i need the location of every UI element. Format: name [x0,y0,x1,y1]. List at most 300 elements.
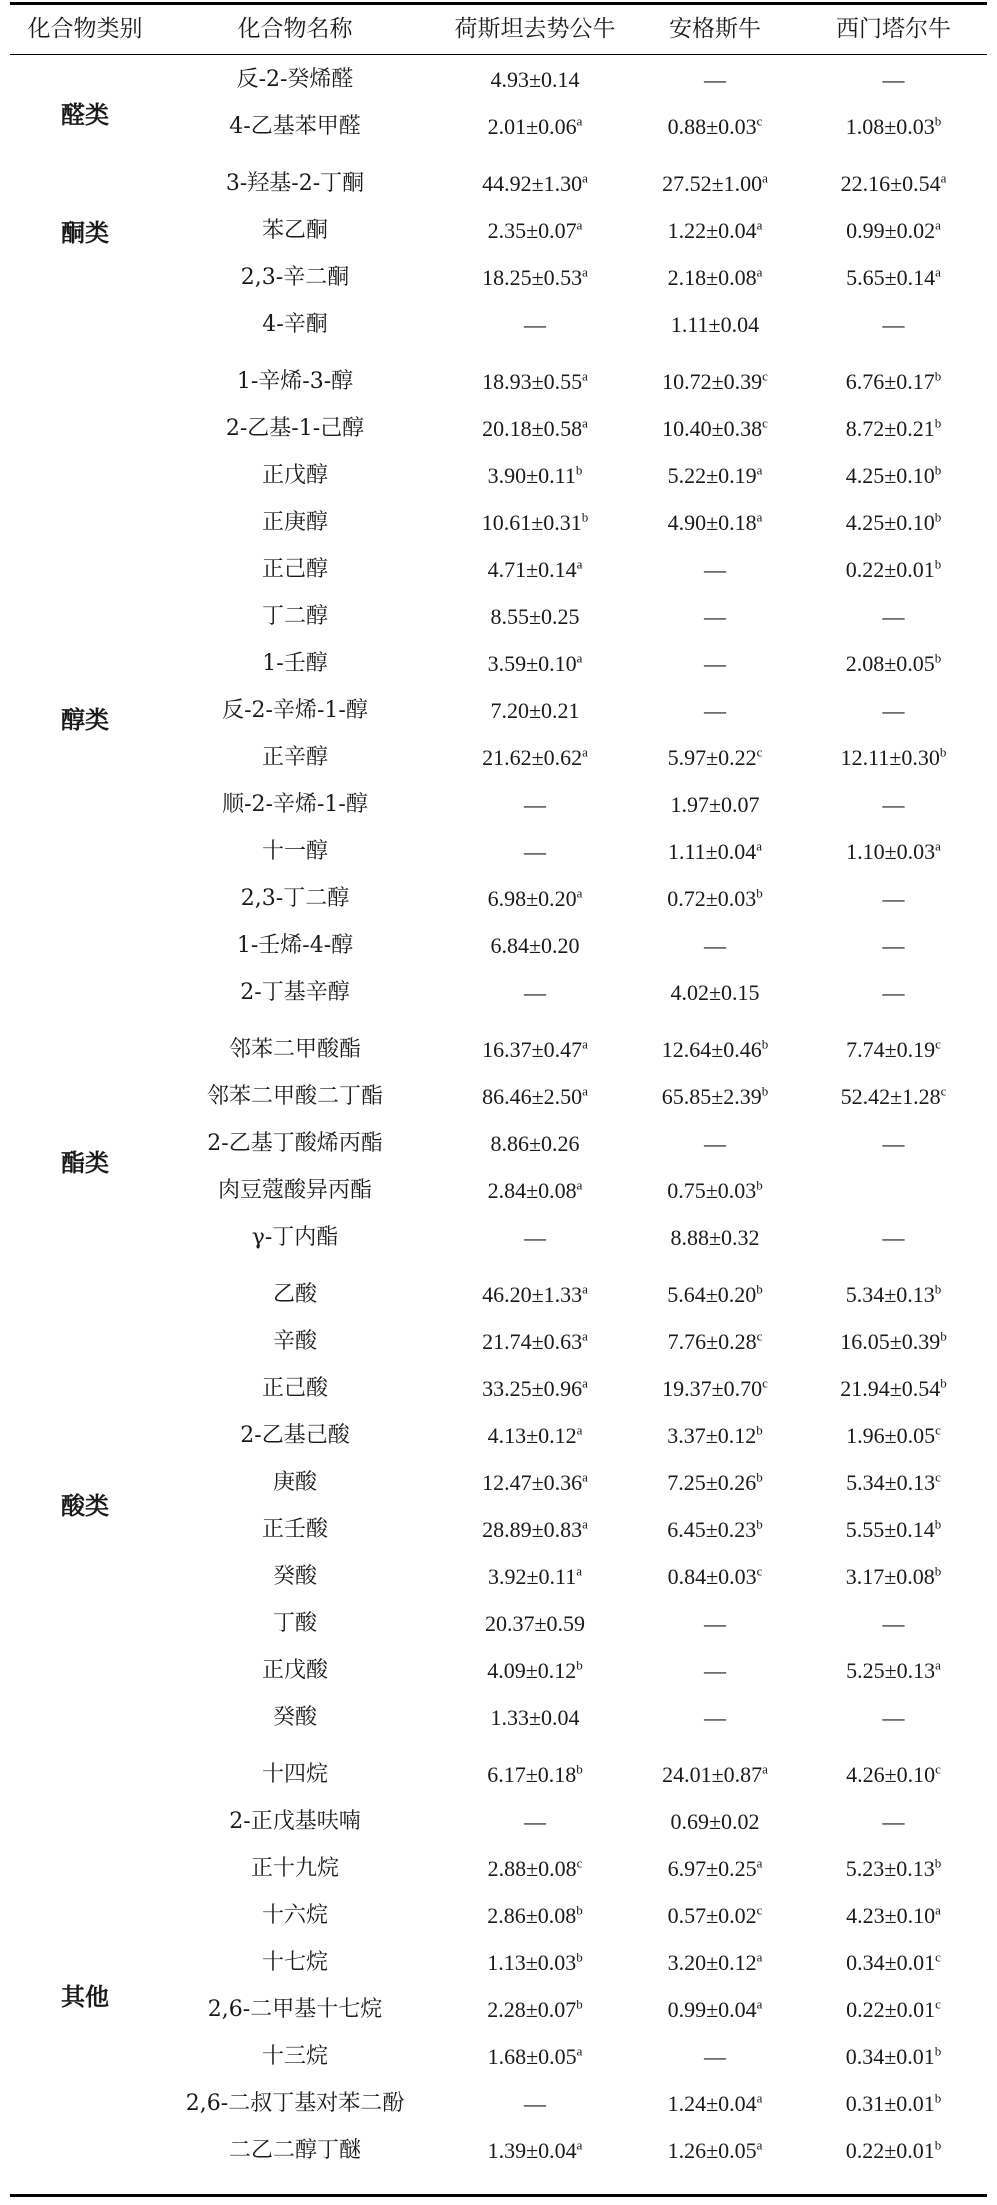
significance-letter: a [756,1996,763,2012]
significance-letter: a [582,1516,588,1532]
table-row [10,593,987,640]
value-text: 5.23±0.13 [845,1856,935,1881]
value-text: 16.37±0.47 [482,1037,583,1062]
value-text: 2.08±0.05 [845,651,935,676]
angus-value-cell [620,969,810,1016]
significance-letter: a [576,113,583,129]
significance-letter: a [576,217,583,233]
value-text: 0.22±0.01 [845,557,935,582]
value-text: 1.11±0.04 [670,312,760,337]
value-text: — [882,1131,905,1156]
simmental-value-cell [800,405,987,452]
significance-letter: b [934,415,942,431]
value-text: 1.11±0.04 [667,839,757,864]
value-text: 0.88±0.03 [667,114,757,139]
simmental-value-cell [800,1026,987,1073]
simmental-value-cell [800,2033,987,2080]
significance-letter: b [934,2090,942,2106]
significance-letter: a [582,1281,588,1297]
significance-letter: a [756,217,763,233]
simmental-value-cell [800,499,987,546]
value-text: 10.72±0.39 [662,369,763,394]
significance-letter: b [940,1375,947,1391]
value-text: 7.76±0.28 [667,1329,757,1354]
simmental-value-cell [800,207,987,254]
significance-letter: b [934,1281,942,1297]
angus-value-cell [620,358,810,405]
significance-letter: a [762,1761,768,1777]
table-bottom-rule [10,2194,987,2197]
significance-letter: a [935,1902,941,1918]
value-text: 5.65±0.14 [846,265,936,290]
value-text: 8.86±0.26 [490,1131,580,1156]
value-text: 24.01±0.87 [662,1762,763,1787]
significance-letter: b [756,1422,763,1438]
simmental-value-cell [800,1845,987,1892]
value-text: 21.94±0.54 [840,1376,941,1401]
significance-letter: a [582,1469,588,1485]
value-text: 86.46±2.50 [482,1084,583,1109]
significance-letter: a [756,509,763,525]
table-header [10,5,987,53]
table-row [10,1694,987,1741]
value-text: 0.22±0.01 [846,1997,936,2022]
value-text: 1.39±0.04 [487,2138,577,2163]
value-text: 6.84±0.20 [490,933,580,958]
significance-letter: a [576,2043,583,2059]
significance-letter: b [934,2043,942,2059]
angus-value-cell [620,1751,810,1798]
angus-value-cell [620,1120,810,1167]
table-row [10,828,987,875]
significance-letter: a [576,556,583,572]
value-text: 12.11±0.30 [840,745,940,770]
table-row [10,2127,987,2174]
value-text: 7.25±0.26 [667,1470,757,1495]
simmental-value-cell [800,1167,987,1214]
compound-name-cell: 邻苯二甲酸二丁酯 [206,1084,383,1109]
significance-letter: b [756,1281,763,1297]
compound-name-cell: 正己酸 [261,1376,328,1401]
simmental-value-cell [800,1986,987,2033]
significance-letter: a [576,1422,583,1438]
value-text: 5.55±0.14 [845,1517,935,1542]
simmental-value-cell [800,103,987,150]
simmental-value-cell [800,1694,987,1741]
significance-letter: b [576,1949,583,1965]
value-text: 0.34±0.01 [845,2044,935,2069]
value-text: 3.17±0.08 [845,1564,935,1589]
significance-letter: a [582,264,588,280]
angus-value-cell [620,1694,810,1741]
simmental-value-cell [800,1600,987,1647]
significance-letter: a [582,1083,588,1099]
significance-letter: a [576,1563,583,1579]
simmental-value-cell [800,1751,987,1798]
simmental-value-cell [800,1892,987,1939]
angus-value-cell [620,405,810,452]
compound-name-cell: γ-丁内酯 [251,1225,339,1250]
value-text: 4.13±0.12 [487,1423,577,1448]
angus-value-cell [620,56,810,103]
angus-value-cell [620,1506,810,1553]
significance-letter: a [582,170,588,186]
simmental-value-cell [800,1798,987,1845]
table-row [10,301,987,348]
compound-name-cell: 十七烷 [261,1950,328,1975]
angus-value-cell [620,734,810,781]
angus-value-cell [620,160,810,207]
compound-name-cell: 2,3-丁二醇 [240,886,350,911]
header-simmental: 西门塔尔牛 [836,16,951,42]
compound-name-cell: 4-乙基苯甲醛 [229,114,361,139]
angus-value-cell [620,452,810,499]
significance-letter: a [576,885,583,901]
compound-name-cell: 2-丁基辛醇 [240,980,350,1005]
significance-letter: a [576,650,583,666]
table-header-rule [10,54,987,55]
value-text: — [882,67,905,92]
significance-letter: b [581,509,589,525]
table-row [10,160,987,207]
value-text: 4.25±0.10 [845,463,935,488]
compound-name-cell: 正戊醇 [261,463,328,488]
angus-value-cell [620,1365,810,1412]
value-text: — [882,1611,905,1636]
table-row [10,1459,987,1506]
table-row [10,1318,987,1365]
table-row [10,1845,987,1892]
value-text: 1.22±0.04 [667,218,757,243]
compound-name-cell: 肉豆蔻酸异丙酯 [217,1178,372,1203]
table-row [10,1026,987,1073]
value-text: 21.74±0.63 [482,1329,583,1354]
simmental-value-cell [800,593,987,640]
value-text: 33.25±0.96 [482,1376,583,1401]
value-text: 0.84±0.03 [667,1564,757,1589]
angus-value-cell [620,1892,810,1939]
significance-letter: b [934,368,942,384]
angus-value-cell [620,1600,810,1647]
angus-value-cell [620,301,810,348]
value-text: 1.08±0.03 [845,114,935,139]
value-text: 10.61±0.31 [481,510,582,535]
simmental-value-cell [800,1553,987,1600]
compound-name-cell: 1-辛烯-3-醇 [236,369,354,394]
value-text: 3.20±0.12 [667,1950,757,1975]
table-row [10,1647,987,1694]
significance-letter: b [934,1855,942,1871]
significance-letter: a [935,217,941,233]
simmental-value-cell [800,1120,987,1167]
value-text: 4.25±0.10 [845,510,935,535]
significance-letter: c [935,1761,941,1777]
simmental-value-cell [800,781,987,828]
table-row [10,875,987,922]
significance-letter: c [762,1375,768,1391]
value-text: — [524,792,546,817]
simmental-value-cell [800,160,987,207]
value-text: 19.37±0.70 [662,1376,763,1401]
table-row [10,734,987,781]
simmental-value-cell [800,2080,987,2127]
compound-name-cell: 苯乙酮 [261,218,328,243]
compound-name-cell: 4-辛酮 [262,312,328,337]
table-row [10,1506,987,1553]
significance-letter: a [935,838,941,854]
significance-letter: a [940,170,947,186]
compound-name-cell: 2-乙基丁酸烯丙酯 [207,1131,383,1156]
significance-letter: a [756,462,763,478]
significance-letter: c [935,1036,941,1052]
simmental-value-cell [800,358,987,405]
simmental-value-cell [800,1214,987,1261]
value-text: — [704,67,726,92]
value-text: 20.18±0.58 [482,416,583,441]
value-text: — [882,604,905,629]
simmental-value-cell [800,875,987,922]
value-text: 22.16±0.54 [840,171,941,196]
angus-value-cell [620,875,810,922]
value-text: 6.45±0.23 [667,1517,757,1542]
significance-letter: a [576,1177,583,1193]
category-label-acids: 酸类 [61,1491,109,1520]
value-text: — [524,312,546,337]
angus-value-cell [620,1214,810,1261]
significance-letter: a [756,2137,763,2153]
simmental-value-cell [800,1318,987,1365]
value-text: 0.57±0.02 [667,1903,757,1928]
significance-letter: b [934,2137,942,2153]
simmental-value-cell [800,546,987,593]
significance-letter: b [576,1761,583,1777]
simmental-value-cell [800,1271,987,1318]
header-compound-name: 化合物名称 [237,16,353,42]
simmental-value-cell [800,56,987,103]
value-text: 16.05±0.39 [840,1329,941,1354]
significance-letter: c [935,1996,941,2012]
value-text: 4.93±0.14 [490,67,580,92]
value-text: 4.09±0.12 [487,1658,577,1683]
value-text: 4.23±0.10 [846,1903,936,1928]
value-text: — [882,698,905,723]
compound-name-cell: 2,6-二甲基十七烷 [207,1997,383,2022]
significance-letter: a [576,2137,583,2153]
table-row [10,922,987,969]
value-text: — [882,792,905,817]
table-row [10,1892,987,1939]
significance-letter: b [576,1657,583,1673]
compound-name-cell: 十一醇 [261,839,328,864]
header-angus: 安格斯牛 [669,16,761,42]
table-row [10,499,987,546]
table-row [10,969,987,1016]
value-text: 1.13±0.03 [487,1950,577,1975]
simmental-value-cell [800,1073,987,1120]
value-text: 0.69±0.02 [670,1809,760,1834]
angus-value-cell [620,687,810,734]
header-holstein: 荷斯坦去势公牛 [454,16,616,42]
significance-letter: c [935,1422,941,1438]
significance-letter: a [756,1855,763,1871]
value-text: 6.17±0.18 [487,1762,577,1787]
value-text: — [524,2091,546,2116]
angus-value-cell [620,1845,810,1892]
table-row [10,254,987,301]
value-text: 21.62±0.62 [482,745,583,770]
compound-name-cell: 辛酸 [272,1329,317,1354]
significance-letter: a [935,264,941,280]
compound-name-cell: 正庚醇 [261,510,328,535]
value-text: — [524,980,546,1005]
compound-name-cell: 乙酸 [272,1282,317,1307]
value-text: 1.33±0.04 [490,1705,580,1730]
value-text: — [704,2044,726,2069]
table-row [10,1167,987,1214]
significance-letter: b [934,1516,942,1532]
table-row [10,1412,987,1459]
significance-letter: a [582,368,588,384]
compound-name-cell: 正壬酸 [261,1517,328,1542]
value-text: 8.72±0.21 [845,416,935,441]
significance-letter: b [934,650,942,666]
angus-value-cell [620,2127,810,2174]
value-text: 7.74±0.19 [846,1037,936,1062]
significance-letter: a [762,170,768,186]
significance-letter: a [582,1328,588,1344]
table-row [10,1939,987,1986]
significance-letter: a [582,1036,588,1052]
value-text: — [882,886,905,911]
value-text: 1.96±0.05 [846,1423,936,1448]
value-text: — [704,1658,726,1683]
compound-name-cell: 2-正戊基呋喃 [229,1809,361,1834]
table-row [10,1271,987,1318]
angus-value-cell [620,1986,810,2033]
significance-letter: b [575,462,583,478]
table-row [10,1073,987,1120]
value-text: 5.34±0.13 [845,1282,935,1307]
value-text: 6.97±0.25 [667,1856,757,1881]
angus-value-cell [620,499,810,546]
value-text: 5.34±0.13 [846,1470,936,1495]
significance-letter: c [576,1855,583,1871]
value-text: 8.88±0.32 [670,1225,760,1250]
significance-letter: b [756,885,763,901]
simmental-value-cell [800,301,987,348]
value-text: — [882,1705,905,1730]
value-text: — [882,980,905,1005]
angus-value-cell [620,1798,810,1845]
angus-value-cell [620,1647,810,1694]
significance-letter: a [935,1657,941,1673]
value-text: 2.35±0.07 [487,218,577,243]
value-text: 3.90±0.11 [487,463,576,488]
value-text: 2.01±0.06 [487,114,577,139]
simmental-value-cell [800,1365,987,1412]
angus-value-cell [620,1318,810,1365]
significance-letter: c [756,1902,763,1918]
value-text: 1.97±0.07 [670,792,760,817]
table-row [10,2080,987,2127]
value-text: 4.02±0.15 [670,980,760,1005]
compound-name-cell: 正己醇 [261,557,328,582]
angus-value-cell [620,103,810,150]
table-row [10,1553,987,1600]
value-text: 3.37±0.12 [667,1423,757,1448]
significance-letter: b [576,1902,583,1918]
significance-letter: a [582,1375,588,1391]
category-label-alcohols: 醇类 [61,705,109,734]
significance-letter: b [934,1563,942,1579]
compound-name-cell: 正辛醇 [261,745,328,770]
angus-value-cell [620,781,810,828]
angus-value-cell [620,828,810,875]
significance-letter: c [940,1083,947,1099]
value-text: — [704,1611,726,1636]
table-row [10,405,987,452]
significance-letter: a [756,838,763,854]
significance-letter: a [582,415,588,431]
value-text: — [704,1705,726,1730]
angus-value-cell [620,1459,810,1506]
compound-name-cell: 癸酸 [272,1705,317,1730]
value-text: 0.75±0.03 [667,1178,757,1203]
header-category: 化合物类别 [27,16,143,42]
value-text: — [704,557,726,582]
significance-letter: b [761,1036,769,1052]
significance-letter: c [935,1949,941,1965]
simmental-value-cell [800,1412,987,1459]
value-text: 2.86±0.08 [487,1903,577,1928]
simmental-value-cell [800,640,987,687]
significance-letter: c [762,415,768,431]
value-text: 0.34±0.01 [846,1950,936,1975]
angus-value-cell [620,1271,810,1318]
table-row [10,781,987,828]
value-text: 46.20±1.33 [482,1282,583,1307]
value-text: 0.22±0.01 [845,2138,935,2163]
value-text: 7.20±0.21 [490,698,580,723]
value-text: 3.92±0.11 [487,1564,577,1589]
value-text: — [704,604,726,629]
simmental-value-cell [800,828,987,875]
angus-value-cell [620,922,810,969]
significance-letter: b [756,1469,763,1485]
compound-name-cell: 2,3-辛二酮 [240,265,350,290]
significance-letter: c [756,1328,763,1344]
angus-value-cell [620,254,810,301]
simmental-value-cell [800,1939,987,1986]
value-text: 10.40±0.38 [662,416,763,441]
value-text: — [524,1225,546,1250]
simmental-value-cell [800,1459,987,1506]
table-row [10,1365,987,1412]
value-text: 44.92±1.30 [482,171,583,196]
value-text: 5.64±0.20 [667,1282,757,1307]
table-row [10,103,987,150]
value-text: — [704,651,726,676]
value-text: 2.84±0.08 [487,1178,577,1203]
value-text: 0.99±0.04 [667,1997,757,2022]
value-text: 27.52±1.00 [662,171,763,196]
value-text: 20.37±0.59 [484,1611,586,1636]
compound-name-cell: 十六烷 [261,1903,328,1928]
simmental-value-cell [800,922,987,969]
table-row [10,452,987,499]
value-text: — [882,1809,905,1834]
compound-name-cell: 正十九烷 [250,1856,339,1881]
